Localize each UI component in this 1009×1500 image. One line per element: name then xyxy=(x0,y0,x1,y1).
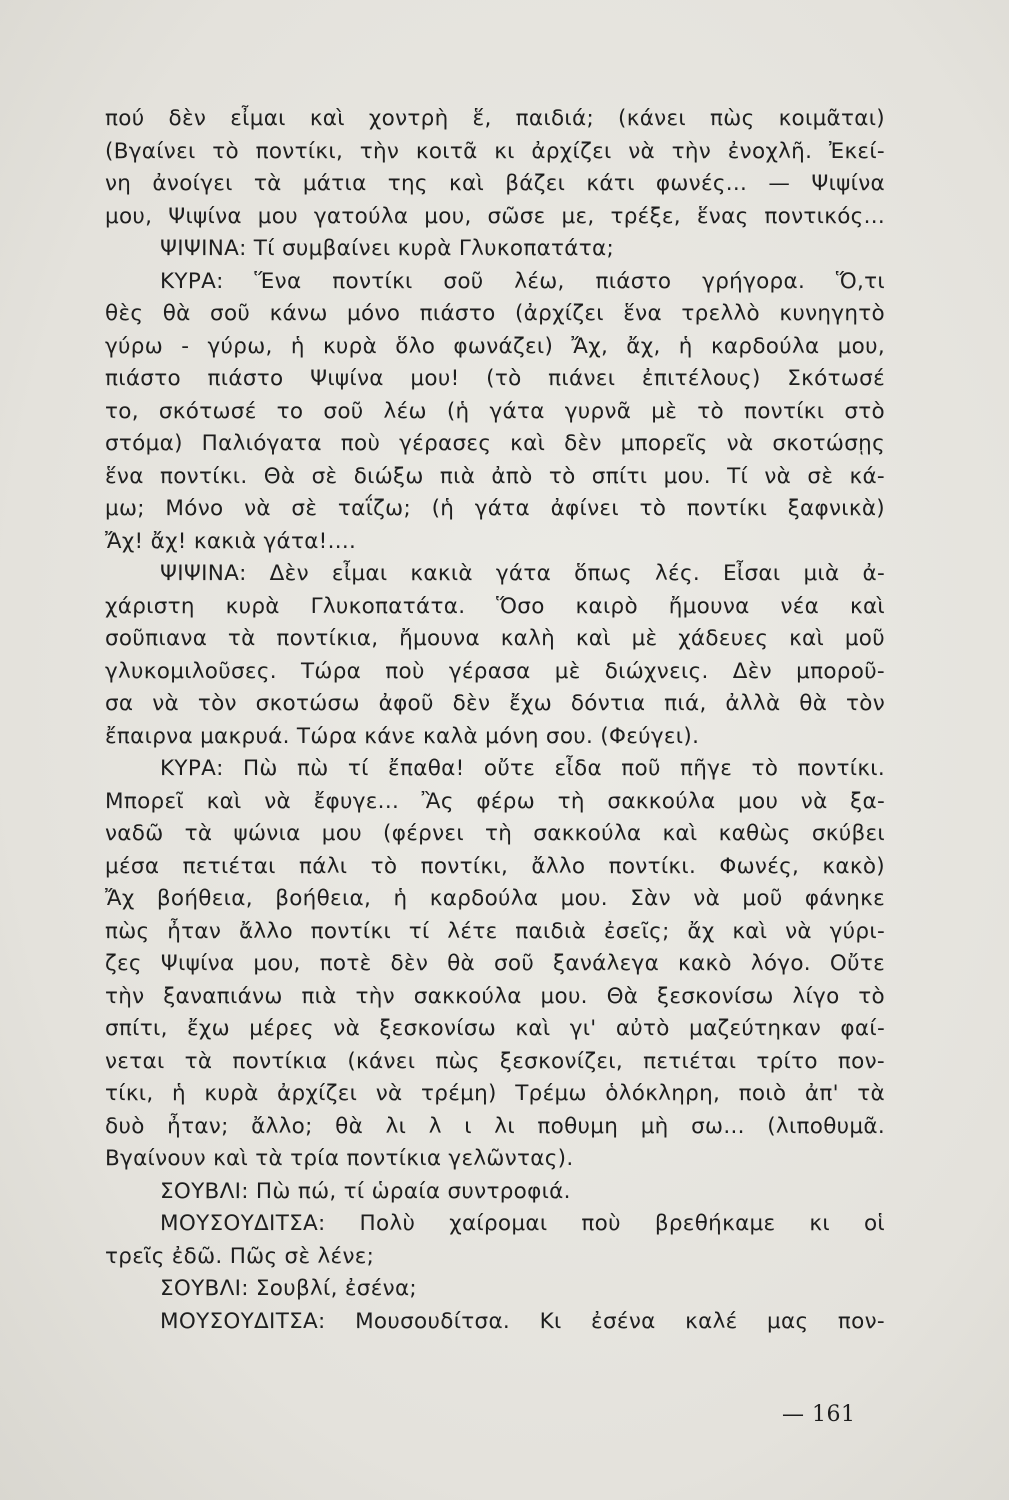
text-line: σπίτι, ἔχω μέρες νὰ ξεσκονίσω καὶ γι' αὐτὸ μαζεύτηκαν φαί- xyxy=(105,1016,885,1041)
text-line: Μπορεῖ καὶ νὰ ἔφυγε... Ἂς φέρω τὴ σακκούλα μου νὰ ξα- xyxy=(105,788,885,814)
text-line: (Βγαίνει τὸ ποντίκι, τὴν κοιτᾶ κι ἀρχίζει νὰ τὴν ἐνοχλῆ. Ἐκεί- xyxy=(105,138,885,164)
text-line: πού δὲν εἶμαι καὶ χοντρὴ ἕ, παιδιά; (κάνει πὼς κοιμᾶται) xyxy=(105,106,885,131)
text-line: Ἄχ! ἄχ! κακιὰ γάτα!.... xyxy=(105,528,357,554)
dialogue-line: ΣΟΥΒΛΙ: Πὼ πώ, τί ὡραία συντροφιά. xyxy=(160,1178,571,1204)
text-line: δυὸ ἦταν; ἄλλο; θὰ λι λ ι λι ποθυμη μὴ σω... (λιποθυμᾶ. xyxy=(105,1113,885,1139)
text-line: θὲς θὰ σοῦ κάνω μόνο πιάστο (ἀρχίζει ἕνα τρελλὸ κυνηγητὸ xyxy=(105,301,885,326)
text-line: πιάστο πιάστο Ψιψίνα μου! (τὸ πιάνει ἐπιτέλους) Σκότωσέ xyxy=(105,366,885,391)
text-line: τρεῖς ἐδῶ. Πῶς σὲ λένε; xyxy=(105,1243,375,1269)
text-line: μου, Ψιψίνα μου γατούλα μου, σῶσε με, τρέξε, ἕνας ποντικός... xyxy=(105,203,885,229)
text-line: χάριστη κυρὰ Γλυκοπατάτα. Ὅσο καιρὸ ἤμουνα νέα καὶ xyxy=(105,593,885,619)
dialogue-line: ΜΟΥΣΟΥΔΙΤΣΑ: Μουσουδίτσα. Κι ἐσένα καλέ μας πον- xyxy=(160,1308,885,1334)
text-line: ναδῶ τὰ ψώνια μου (φέρνει τὴ σακκούλα καὶ καθὼς σκύβει xyxy=(105,821,885,846)
dialogue-line: ΨΙΨΙΝΑ: Δὲν εἶμαι κακιὰ γάτα ὅπως λές. Εἶσαι μιὰ ἀ- xyxy=(160,561,885,586)
text-line: πὼς ἦταν ἄλλο ποντίκι τί λέτε παιδιὰ ἐσεῖς; ἄχ καὶ νὰ γύρι- xyxy=(105,918,885,944)
text-line: ἔπαιρνα μακρυά. Τώρα κάνε καλὰ μόνη σου. (Φεύγει). xyxy=(105,723,700,749)
text-block xyxy=(105,103,885,1338)
text-line: γλυκομιλοῦσες. Τώρα ποὺ γέρασα μὲ διώχνεις. Δὲν μποροῦ- xyxy=(105,658,885,684)
text-line: ἕνα ποντίκι. Θὰ σὲ διώξω πιὰ ἀπὸ τὸ σπίτι μου. Τί νὰ σὲ κά- xyxy=(105,463,885,489)
text-line: τίκι, ἡ κυρὰ ἀρχίζει νὰ τρέμη) Τρέμω ὁλόκληρη, ποιὸ ἀπ' τὰ xyxy=(105,1081,885,1106)
text-line: μω; Μόνο νὰ σὲ ταΐζω; (ἡ γάτα ἀφίνει τὸ ποντίκι ξαφνικὰ) xyxy=(105,496,885,521)
text-line: στόμα) Παλιόγατα ποὺ γέρασες καὶ δὲν μπορεῖς νὰ σκοτώσῃς xyxy=(105,431,885,456)
text-line: νεται τὰ ποντίκια (κάνει πὼς ξεσκονίζει, πετιέται τρίτο πον- xyxy=(105,1048,885,1074)
text-line: μέσα πετιέται πάλι τὸ ποντίκι, ἄλλο ποντίκι. Φωνές, κακὸ) xyxy=(105,853,885,879)
dialogue-line: ΚΥΡΑ: Ἕνα ποντίκι σοῦ λέω, πιάστο γρήγορα. Ὅ,τι xyxy=(160,268,885,294)
text-line: τὴν ξαναπιάνω πιὰ τὴν σακκούλα μου. Θὰ ξεσκονίσω λίγο τὸ xyxy=(105,983,885,1009)
text-line: νη ἀνοίγει τὰ μάτια της καὶ βάζει κάτι φωνές... — Ψιψίνα xyxy=(105,171,885,196)
text-line: το, σκότωσέ το σοῦ λέω (ἡ γάτα γυρνᾶ μὲ τὸ ποντίκι στὸ xyxy=(105,398,885,424)
text-line: γύρω - γύρω, ἡ κυρὰ ὅλο φωνάζει) Ἄχ, ἄχ, ἡ καρδούλα μου, xyxy=(105,333,885,359)
text-line: Ἄχ βοήθεια, βοήθεια, ἡ καρδούλα μου. Σὰν νὰ μοῦ φάνηκε xyxy=(105,886,885,911)
dialogue-line: ΣΟΥΒΛΙ: Σουβλί, ἐσένα; xyxy=(160,1276,417,1301)
dialogue-line: ΜΟΥΣΟΥΔΙΤΣΑ: Πολὺ χαίρομαι ποὺ βρεθήκαμε κι οἱ xyxy=(160,1211,885,1236)
page-number: — 161 xyxy=(782,1402,856,1427)
text-line: ζες Ψιψίνα μου, ποτὲ δὲν θὰ σοῦ ξανάλεγα κακὸ λόγο. Οὔτε xyxy=(105,951,885,976)
text-line: σοῦπιανα τὰ ποντίκια, ἤμουνα καλὴ καὶ μὲ χάδευες καὶ μοῦ xyxy=(105,626,885,651)
dialogue-line: ΚΥΡΑ: Πὼ πὼ τί ἔπαθα! οὔτε εἶδα ποῦ πῆγε τὸ ποντίκι. xyxy=(160,756,885,781)
text-line: σα νὰ τὸν σκοτώσω ἀφοῦ δὲν ἔχω δόντια πιά, ἀλλὰ θὰ τὸν xyxy=(105,691,885,716)
dialogue-line: ΨΙΨΙΝΑ: Τί συμβαίνει κυρὰ Γλυκοπατάτα; xyxy=(160,236,615,261)
text-line: Βγαίνουν καὶ τὰ τρία ποντίκια γελῶντας). xyxy=(105,1146,574,1171)
